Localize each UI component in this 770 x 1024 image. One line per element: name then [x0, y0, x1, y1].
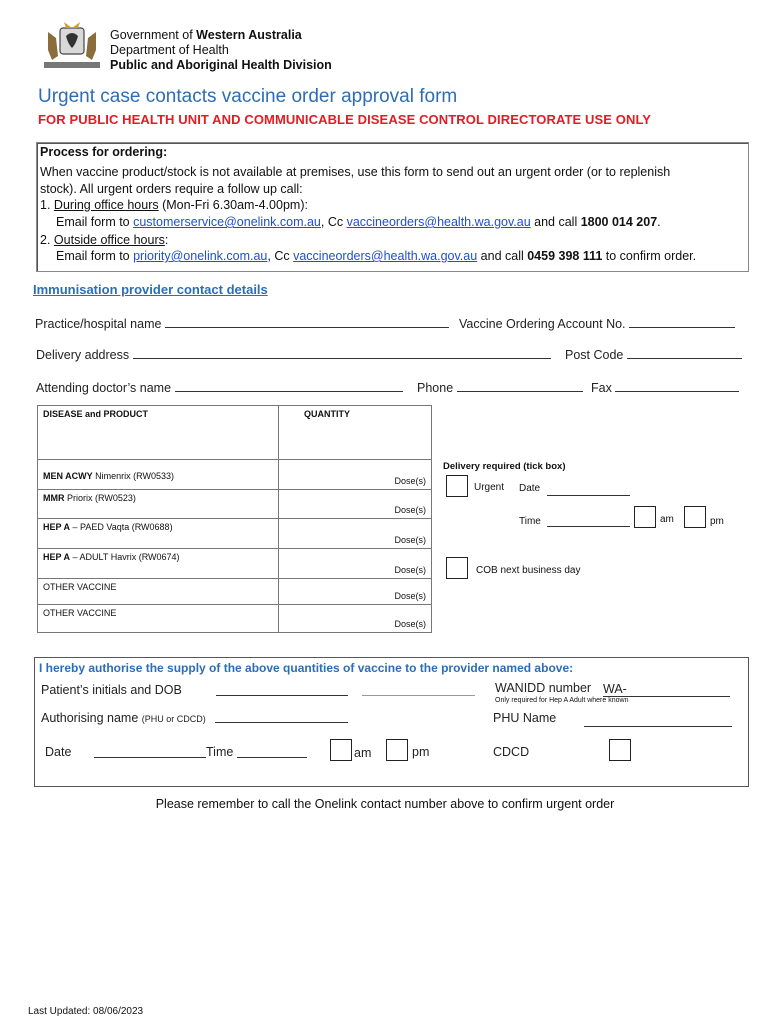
col-disease-label: DISEASE and PRODUCT — [43, 409, 149, 419]
delivery-date-input[interactable] — [547, 495, 630, 496]
delivery-field — [36, 346, 551, 362]
fax-field — [591, 379, 739, 395]
vaccineorders-email-link-1[interactable]: vaccineorders@health.wa.gov.au — [346, 215, 531, 229]
auth-am-checkbox[interactable] — [330, 739, 352, 761]
doctor-input[interactable] — [175, 379, 403, 392]
phu-label: PHU Name — [493, 711, 557, 725]
item2-num: 2. — [40, 233, 51, 247]
delivery-am-label: am — [660, 514, 674, 525]
product-name: – PAED Vaqta (RW0688) — [70, 522, 173, 532]
product-cell — [38, 460, 279, 490]
process-item-2 — [40, 232, 168, 249]
product-name: Nimenrix (RW0533) — [92, 471, 175, 481]
wanidd-label: WANIDD number — [495, 681, 592, 695]
form-subtitle: FOR PUBLIC HEALTH UNIT AND COMMUNICABLE DISEASE CONTROL DIRECTORATE USE ONLY — [38, 112, 652, 127]
product-name: OTHER VACCINE — [43, 582, 117, 592]
delivery-time-label: Time — [519, 516, 541, 527]
delivery-pm-checkbox[interactable] — [684, 506, 706, 528]
table-row — [38, 579, 432, 605]
auth-time-label: Time — [206, 745, 234, 759]
product-cell — [38, 605, 279, 633]
item1-detail: (Mon-Fri 6.30am-4.00pm): — [158, 198, 308, 212]
product-bold: MMR — [43, 493, 65, 503]
phone-input[interactable] — [457, 379, 583, 392]
item2-call: and call — [477, 249, 528, 263]
table-row — [38, 490, 432, 519]
phone-field — [417, 379, 583, 395]
product-name: Priorix (RW0523) — [64, 493, 136, 503]
account-label: Vaccine Ordering Account No. — [459, 317, 626, 331]
product-quantity-table — [37, 405, 432, 633]
authorising-label: Authorising name — [41, 711, 139, 725]
item2-cc: , Cc — [267, 249, 294, 263]
process-intro-1: When vaccine product/stock is not available at premises, use this form to send out an urgent order (or to replenish — [40, 165, 671, 179]
auth-pm-checkbox[interactable] — [386, 739, 408, 761]
product-bold: HEP A — [43, 552, 71, 562]
provider-section-heading: Immunisation provider contact details — [33, 282, 268, 297]
quantity-cell[interactable] — [279, 460, 432, 490]
fax-label: Fax — [591, 381, 612, 395]
item2-title: Outside office hours — [53, 233, 165, 247]
quantity-cell[interactable] — [279, 519, 432, 549]
product-bold: HEP A — [43, 522, 71, 532]
delivery-am-checkbox[interactable] — [634, 506, 656, 528]
vaccineorders-email-link-2[interactable]: vaccineorders@health.wa.gov.au — [293, 249, 478, 263]
auth-time-input[interactable] — [237, 757, 307, 758]
fax-input[interactable] — [615, 379, 739, 392]
product-cell — [38, 519, 279, 549]
table-row — [38, 605, 432, 633]
product-bold: MEN ACWY — [43, 471, 93, 481]
authorising-field — [41, 711, 206, 725]
table-row — [38, 460, 432, 490]
table-row — [38, 519, 432, 549]
account-input[interactable] — [629, 315, 735, 328]
product-name: OTHER VACCINE — [43, 608, 117, 618]
table-header-row — [38, 406, 432, 460]
quantity-cell[interactable] — [279, 605, 432, 633]
delivery-heading: Delivery required (tick box) — [443, 461, 566, 472]
dose-label: Dose(s) — [394, 619, 426, 629]
afterhours-phone-number: 0459 398 111 — [527, 249, 603, 263]
delivery-label: Delivery address — [36, 348, 130, 362]
cdcd-checkbox[interactable] — [609, 739, 631, 761]
authorising-name-input[interactable] — [215, 722, 348, 723]
auth-pm-label: pm — [412, 745, 430, 759]
wanidd-input[interactable] — [603, 682, 730, 697]
item1-title: During office hours — [53, 198, 159, 212]
table-row — [38, 549, 432, 579]
cob-label: COB next business day — [476, 565, 581, 576]
process-item-1-email — [56, 214, 661, 231]
wanidd-prefix: WA- — [603, 682, 627, 696]
form-title: Urgent case contacts vaccine order approval form — [38, 86, 458, 107]
item2-end: to confirm order. — [602, 249, 697, 263]
item1-end: . — [657, 215, 661, 229]
item2-colon: : — [164, 233, 169, 247]
authorising-note: (PHU or CDCD) — [141, 714, 206, 724]
wanidd-note: Only required for Hep A Adult where known — [495, 697, 629, 704]
customerservice-email-link[interactable]: customerservice@onelink.com.au — [133, 215, 321, 229]
dose-label: Dose(s) — [394, 565, 426, 575]
quantity-cell[interactable] — [279, 579, 432, 605]
urgent-label: Urgent — [474, 482, 505, 493]
auth-date-label: Date — [45, 745, 72, 759]
item1-num: 1. — [40, 198, 51, 212]
item2-email-prefix: Email form to — [56, 249, 134, 263]
col-quantity-header — [279, 406, 432, 460]
reminder-note: Please remember to call the Onelink contact number above to confirm urgent order — [155, 797, 615, 811]
practice-input[interactable] — [165, 315, 449, 328]
last-updated: Last Updated: 08/06/2023 — [28, 1006, 144, 1017]
process-heading: Process for ordering: — [40, 145, 168, 159]
postcode-input[interactable] — [627, 346, 742, 359]
organisation-block — [110, 28, 332, 73]
practice-label: Practice/hospital name — [35, 317, 162, 331]
authorisation-heading: I hereby authorise the supply of the above quantities of vaccine to the provider named above: — [39, 661, 574, 675]
delivery-pm-label: pm — [710, 516, 724, 527]
process-item-1 — [40, 197, 308, 214]
quantity-cell[interactable] — [279, 490, 432, 519]
phone-label: Phone — [417, 381, 454, 395]
auth-date-input[interactable] — [94, 757, 206, 758]
product-cell — [38, 549, 279, 579]
org-line1-bold: Western Australia — [196, 28, 302, 42]
item1-email-prefix: Email form to — [56, 215, 134, 229]
postcode-label: Post Code — [565, 348, 624, 362]
delivery-input[interactable] — [133, 346, 551, 359]
patient-label: Patient’s initials and DOB — [41, 683, 182, 697]
wa-crest-logo — [38, 20, 106, 72]
postcode-field — [565, 346, 742, 362]
dose-label: Dose(s) — [394, 591, 426, 601]
doctor-field — [36, 379, 403, 395]
item1-call: and call — [530, 215, 581, 229]
office-phone-number: 1800 014 207 — [580, 215, 658, 229]
cob-checkbox[interactable] — [446, 557, 468, 579]
urgent-checkbox[interactable] — [446, 475, 468, 497]
dose-label: Dose(s) — [394, 535, 426, 545]
doctor-label: Attending doctor’s name — [36, 381, 172, 395]
item1-cc: , Cc — [320, 215, 347, 229]
col-disease-header — [38, 406, 279, 460]
delivery-time-input[interactable] — [547, 526, 630, 527]
dose-label: Dose(s) — [394, 505, 426, 515]
process-item-2-email — [56, 248, 696, 265]
practice-field — [35, 315, 449, 331]
phu-name-input[interactable] — [584, 726, 732, 727]
account-field — [459, 315, 735, 331]
process-intro-2: stock). All urgent orders require a follow up call: — [40, 182, 303, 196]
product-cell — [38, 579, 279, 605]
quantity-cell[interactable] — [279, 549, 432, 579]
auth-am-label: am — [354, 746, 372, 760]
patient-initials-input[interactable] — [216, 695, 348, 696]
priority-email-link[interactable]: priority@onelink.com.au — [133, 249, 268, 263]
org-line3: Public and Aboriginal Health Division — [110, 58, 332, 72]
col-quantity-label: QUANTITY — [304, 409, 350, 419]
org-line1: Government of — [110, 28, 193, 42]
product-name: – ADULT Havrix (RW0674) — [70, 552, 180, 562]
org-line2: Department of Health — [110, 43, 229, 57]
product-cell — [38, 490, 279, 519]
dose-label: Dose(s) — [394, 476, 426, 486]
patient-dob-input[interactable] — [362, 695, 475, 696]
cdcd-label: CDCD — [493, 745, 530, 759]
delivery-date-label: Date — [519, 483, 541, 494]
